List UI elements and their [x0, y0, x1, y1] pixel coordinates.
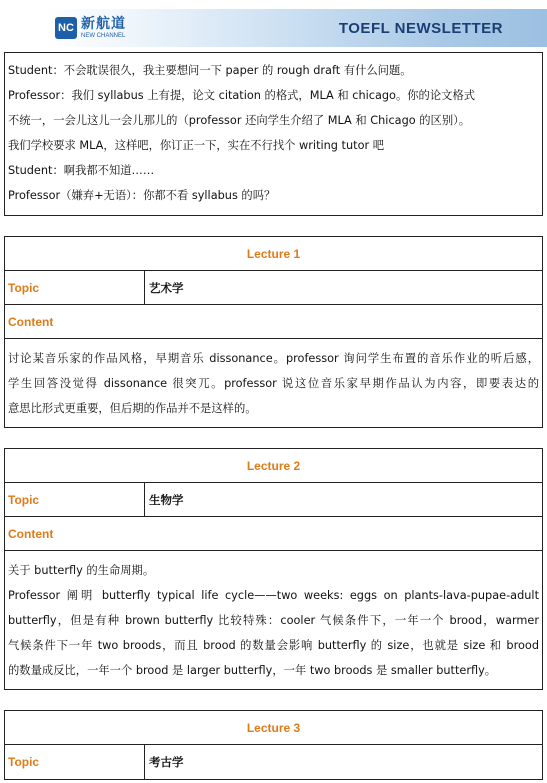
lecture-title-row — [5, 237, 542, 271]
content-line: 关于 butterfly 的生命周期。 — [8, 564, 155, 577]
content-line: 的数量成反比，一年一个 brood 是 larger butterfly，一年 two broods 是 smaller butterfly。 — [8, 664, 497, 677]
brand-logo — [55, 14, 185, 42]
topic-row — [5, 745, 542, 779]
topic-value: 艺术学 — [149, 280, 184, 295]
topic-label: Topic — [5, 483, 145, 516]
content-label: Content — [8, 314, 54, 329]
content-label-row — [5, 305, 542, 339]
dialog-line: Student：不会耽误很久，我主要想问一下 paper 的 rough draft 有什么问题。 — [8, 64, 412, 77]
content-line: 气候条件下一年 two broods，而且 brood 的数量会影响 butterfly 的 size，也就是 size 和 brood — [8, 639, 539, 652]
lecture-table — [4, 710, 543, 780]
newsletter-title: TOEFL NEWSLETTER — [338, 20, 503, 37]
dialog-block — [4, 52, 543, 216]
topic-label: Topic — [5, 271, 145, 304]
newsletter-header — [0, 0, 547, 48]
logo-mark-icon: NC — [55, 17, 77, 39]
lecture-title-row — [5, 449, 542, 483]
content-body — [5, 551, 542, 689]
topic-row — [5, 271, 542, 305]
content-label-row — [5, 517, 542, 551]
content-line: Professor 阐明 butterfly typical life cycle——two weeks: eggs on plants-lava-pupae-adult — [8, 589, 539, 602]
content-line: 学生回答没觉得 dissonance 很突兀。professor 说这位音乐家早期作品认为内容，即要表达的 — [8, 377, 539, 390]
content-line: 讨论某音乐家的作品风格，早期音乐 dissonance。professor 询问学生布置的音乐作业的听后感， — [8, 352, 539, 365]
topic-row — [5, 483, 542, 517]
lecture-table — [4, 448, 543, 690]
dialog-line: 不统一，一会儿这儿一会儿那儿的（professor 还向学生介绍了 MLA 和 Chicago 的区别）。 — [8, 114, 471, 127]
lecture-title: Lecture 3 — [246, 720, 301, 735]
logo-name-en: NEW CHANNEL — [81, 33, 126, 39]
lecture-title: Lecture 2 — [246, 458, 301, 473]
dialog-line: Professor（嫌弃+无语）：你都不看 syllabus 的吗？ — [8, 189, 276, 202]
content-body — [5, 339, 542, 427]
topic-label: Topic — [5, 745, 145, 779]
content-line: 意思比形式更重要，但后期的作品并不是这样的。 — [8, 402, 257, 415]
content-line: butterfly，但是有种 brown butterfly 比较特殊：cooler 气候条件下，一年一个 brood，warmer — [8, 614, 539, 627]
dialog-line: 我们学校要求 MLA，这样吧，你订正一下，实在不行找个 writing tutor 吧 — [8, 139, 385, 152]
lecture-title-row — [5, 711, 542, 745]
content-label: Content — [8, 526, 54, 541]
topic-value: 生物学 — [149, 492, 184, 507]
topic-value: 考古学 — [149, 755, 184, 769]
lecture-table — [4, 236, 543, 428]
dialog-line: Student：啊我都不知道…… — [8, 164, 155, 177]
logo-name-cn: 新航道 — [81, 16, 126, 32]
lecture-title: Lecture 1 — [246, 246, 301, 261]
dialog-line: Professor：我们 syllabus 上有提，论文 citation 的格式，MLA 和 chicago。你的论文格式 — [8, 89, 476, 102]
